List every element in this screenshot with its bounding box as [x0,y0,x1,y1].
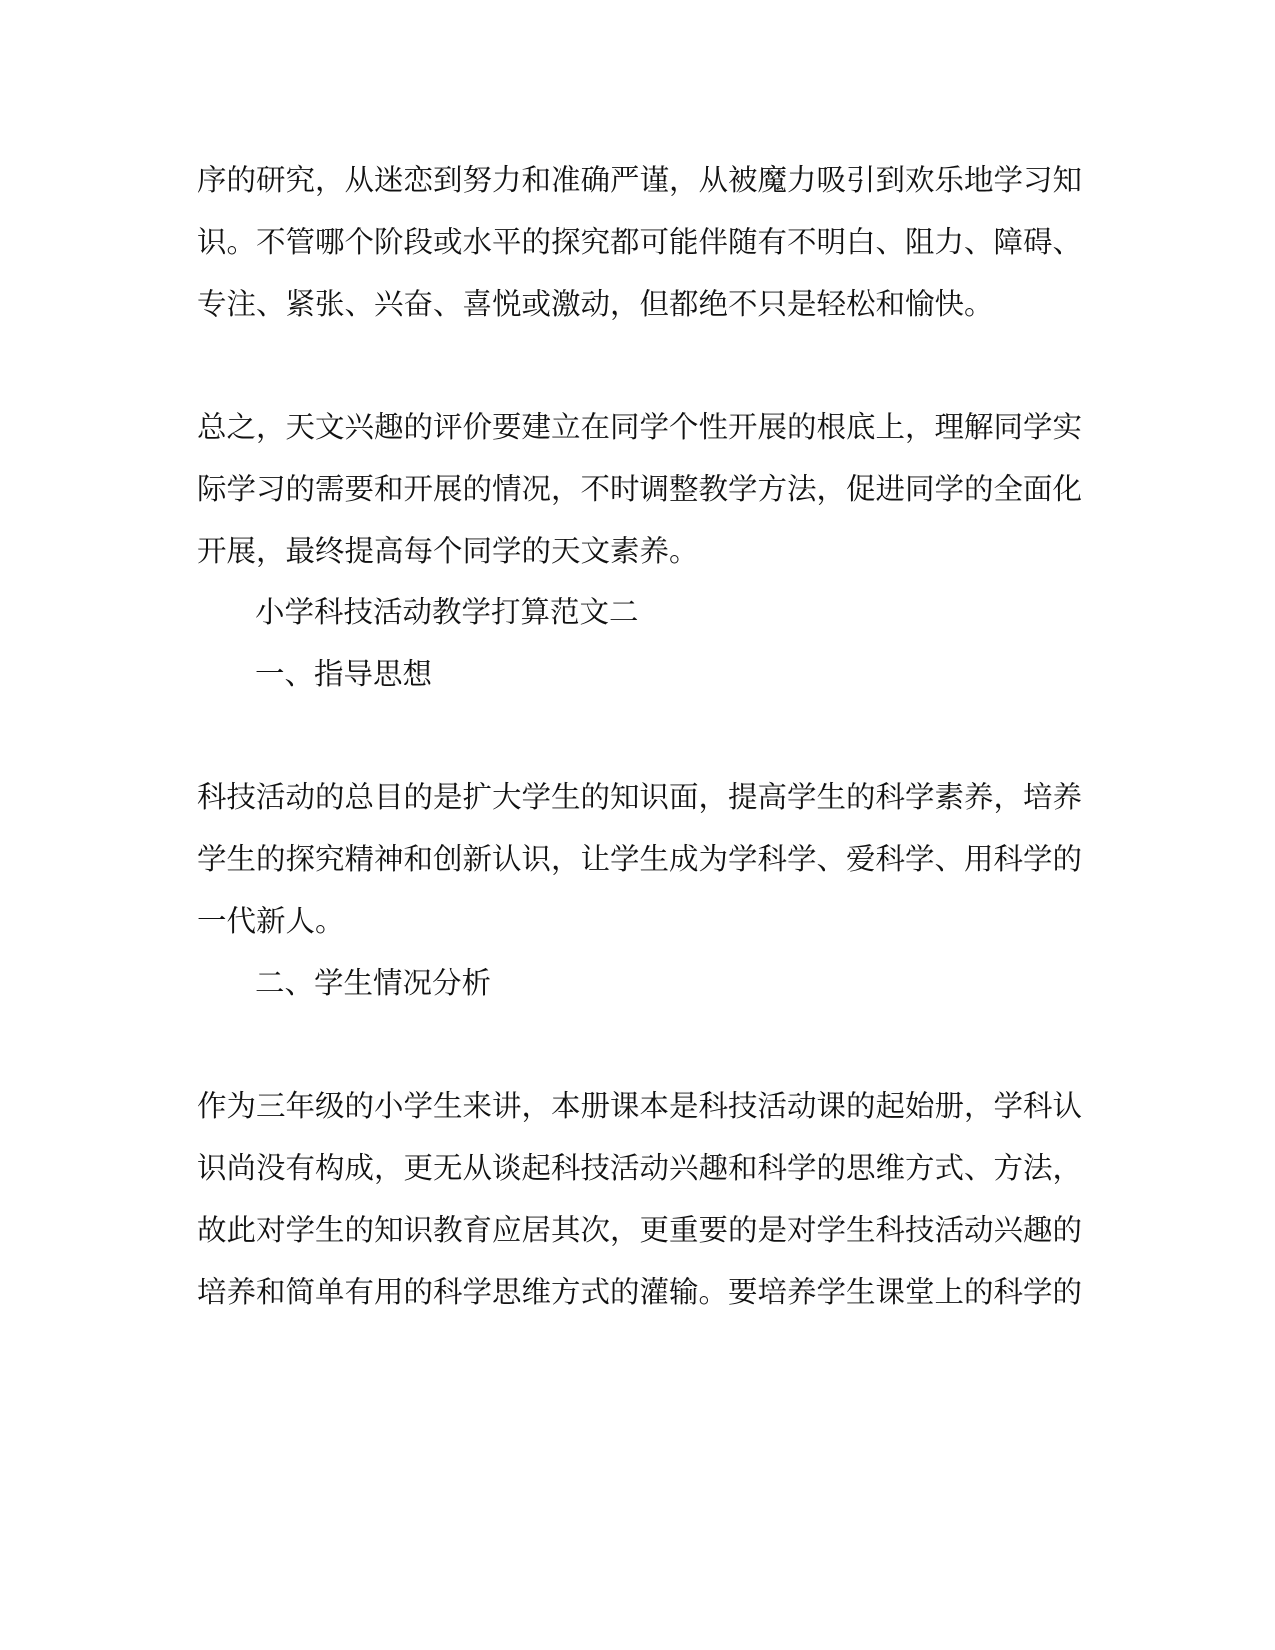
section-heading: 一、指导思想 [255,657,433,691]
paragraph-line: 专注、紧张、兴奋、喜悦或激动，但都绝不只是轻松和愉快。 [197,287,994,321]
paragraph-line: 开展，最终提高每个同学的天文素养。 [197,534,699,568]
paragraph-line: 际学习的需要和开展的情况，不时调整教学方法，促进同学的全面化 [197,472,1083,506]
paragraph-line: 科技活动的总目的是扩大学生的知识面，提高学生的科学素养，培养 [197,780,1083,814]
paragraph-line: 培养和简单有用的科学思维方式的灌输。要培养学生课堂上的科学的 [197,1275,1083,1309]
paragraph-line: 故此对学生的知识教育应居其次，更重要的是对学生科技活动兴趣的 [197,1213,1083,1247]
section-heading: 二、学生情况分析 [255,966,492,1000]
document-title: 小学科技活动教学打算范文二 [255,595,639,629]
paragraph-line: 一代新人。 [197,904,345,938]
paragraph-line: 识。不管哪个阶段或水平的探究都可能伴随有不明白、阻力、障碍、 [197,225,1083,259]
paragraph-line: 识尚没有构成，更无从谈起科技活动兴趣和科学的思维方式、方法， [197,1151,1083,1185]
paragraph-line: 学生的探究精神和创新认识，让学生成为学科学、爱科学、用科学的 [197,842,1083,876]
paragraph-line: 作为三年级的小学生来讲，本册课本是科技活动课的起始册，学科认 [197,1089,1083,1123]
paragraph-line: 序的研究，从迷恋到努力和准确严谨，从被魔力吸引到欢乐地学习知 [197,163,1083,197]
paragraph-line: 总之，天文兴趣的评价要建立在同学个性开展的根底上，理解同学实 [197,410,1083,444]
